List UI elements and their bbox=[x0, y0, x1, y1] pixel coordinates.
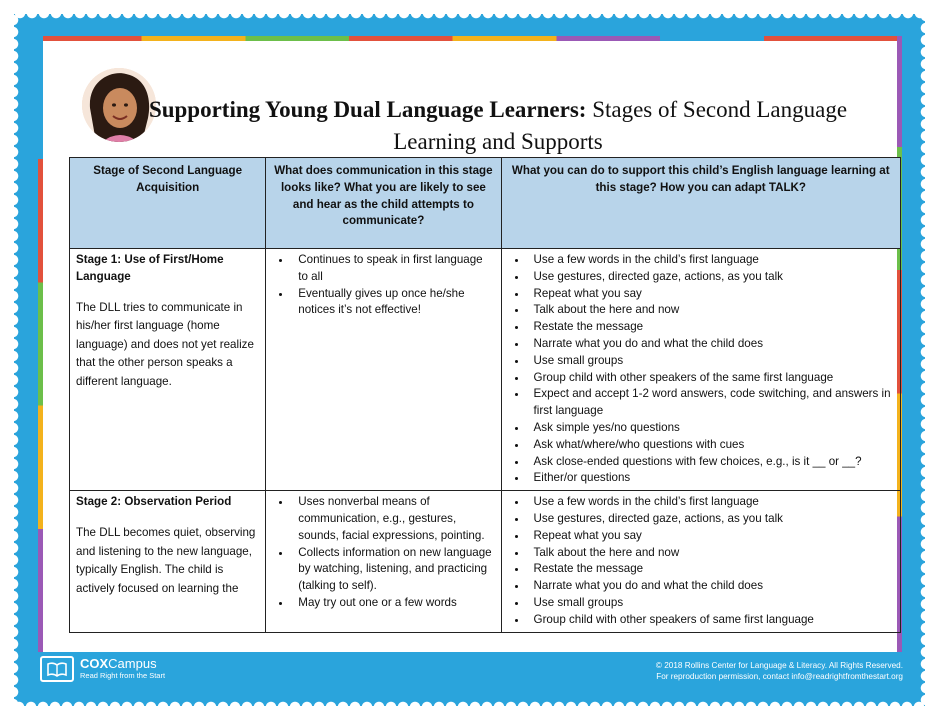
frame-scallop-left bbox=[14, 14, 23, 706]
stage-title: Stage 1: Use of First/Home Language bbox=[76, 253, 224, 283]
list-item: • Talk about the here and now bbox=[528, 302, 894, 319]
table-header-row bbox=[70, 158, 901, 249]
permission-line: For reproduction permission, contact info@readrightfromthestart.org bbox=[656, 672, 903, 681]
list-item: • Expect and accept 1-2 word answers, code switching, and answers in first language bbox=[528, 386, 894, 420]
logo-name-bold: COX bbox=[80, 656, 109, 671]
list-item: • Group child with other speakers of same first language bbox=[528, 612, 894, 629]
frame-scallop-right bbox=[916, 14, 925, 706]
title-rest: Stages of Second Language Learning and Supports bbox=[393, 97, 848, 154]
page-frame bbox=[14, 14, 925, 706]
logo-text bbox=[80, 657, 165, 681]
communication-cell bbox=[266, 249, 501, 491]
stages-table bbox=[69, 157, 901, 633]
list-item: • May try out one or a few words bbox=[292, 595, 494, 612]
document-page bbox=[38, 36, 902, 652]
logo-tagline: Read Right from the Start bbox=[80, 671, 166, 680]
color-stripe-top bbox=[38, 36, 902, 41]
header-communication: What does communication in this stage looks like? What you are likely to see and hear as the child attempts to communicate? bbox=[266, 158, 501, 249]
stage-description: The DLL becomes quiet, observing and listening to the new language, typically English. The child is actively focused on learning the bbox=[76, 525, 256, 595]
list-item: • Repeat what you say bbox=[528, 528, 894, 545]
list-item: • Either/or questions bbox=[528, 470, 894, 487]
list-item: • Collects information on new language by watching, listening, and practicing (talking to self). bbox=[292, 545, 494, 595]
stage-description: The DLL tries to communicate in his/her first language (home language) and does not yet realize that the other person speaks a different language. bbox=[76, 300, 254, 388]
communication-list bbox=[272, 252, 494, 319]
list-item: • Use small groups bbox=[528, 353, 894, 370]
logo-name bbox=[80, 657, 165, 671]
copyright-line: © 2018 Rollins Center for Language & Literacy. All Rights Reserved. bbox=[655, 661, 903, 670]
list-item: • Eventually gives up once he/she notices it’s not effective! bbox=[292, 286, 494, 320]
header-stage: Stage of Second Language Acquisition bbox=[70, 158, 266, 249]
list-item: • Talk about the here and now bbox=[528, 545, 894, 562]
list-item: • Use a few words in the child’s first language bbox=[528, 494, 894, 511]
table-row bbox=[70, 249, 901, 491]
color-stripe-left bbox=[38, 36, 43, 652]
cox-campus-logo[interactable] bbox=[40, 656, 165, 682]
header-supports: What you can do to support this child’s English language learning at this stage? How you can adapt TALK? bbox=[501, 158, 900, 249]
supports-list bbox=[508, 494, 894, 628]
communication-list bbox=[272, 494, 494, 612]
list-item: • Restate the message bbox=[528, 561, 894, 578]
list-item: • Ask simple yes/no questions bbox=[528, 420, 894, 437]
supports-cell bbox=[501, 249, 900, 491]
footer bbox=[14, 644, 925, 706]
supports-cell bbox=[501, 491, 900, 632]
list-item: • Group child with other speakers of the same first language bbox=[528, 370, 894, 387]
stage-cell bbox=[70, 249, 266, 491]
list-item: • Narrate what you do and what the child does bbox=[528, 578, 894, 595]
supports-list bbox=[508, 252, 894, 487]
list-item: • Use gestures, directed gaze, actions, as you talk bbox=[528, 511, 894, 528]
table-row bbox=[70, 491, 901, 632]
book-icon bbox=[40, 656, 74, 682]
stage-cell bbox=[70, 491, 266, 632]
list-item: • Narrate what you do and what the child does bbox=[528, 336, 894, 353]
list-item: • Use small groups bbox=[528, 595, 894, 612]
list-item: • Ask close-ended questions with few choices, e.g., is it __ or __? bbox=[528, 454, 894, 471]
list-item: • Use a few words in the child’s first language bbox=[528, 252, 894, 269]
list-item: • Use gestures, directed gaze, actions, as you talk bbox=[528, 269, 894, 286]
page-title bbox=[138, 94, 858, 158]
stage-title: Stage 2: Observation Period bbox=[76, 495, 232, 509]
communication-cell bbox=[266, 491, 501, 632]
list-item: • Uses nonverbal means of communication, e.g., gestures, sounds, facial expressions, pointing. bbox=[292, 494, 494, 544]
copyright-notice bbox=[656, 660, 903, 682]
logo-name-rest: Campus bbox=[108, 656, 157, 671]
list-item: • Continues to speak in first language to all bbox=[292, 252, 494, 286]
list-item: • Ask what/where/who questions with cues bbox=[528, 437, 894, 454]
frame-scallop-top bbox=[14, 14, 925, 23]
list-item: • Restate the message bbox=[528, 319, 894, 336]
title-bold: Supporting Young Dual Language Learners: bbox=[148, 97, 587, 122]
list-item: • Repeat what you say bbox=[528, 286, 894, 303]
